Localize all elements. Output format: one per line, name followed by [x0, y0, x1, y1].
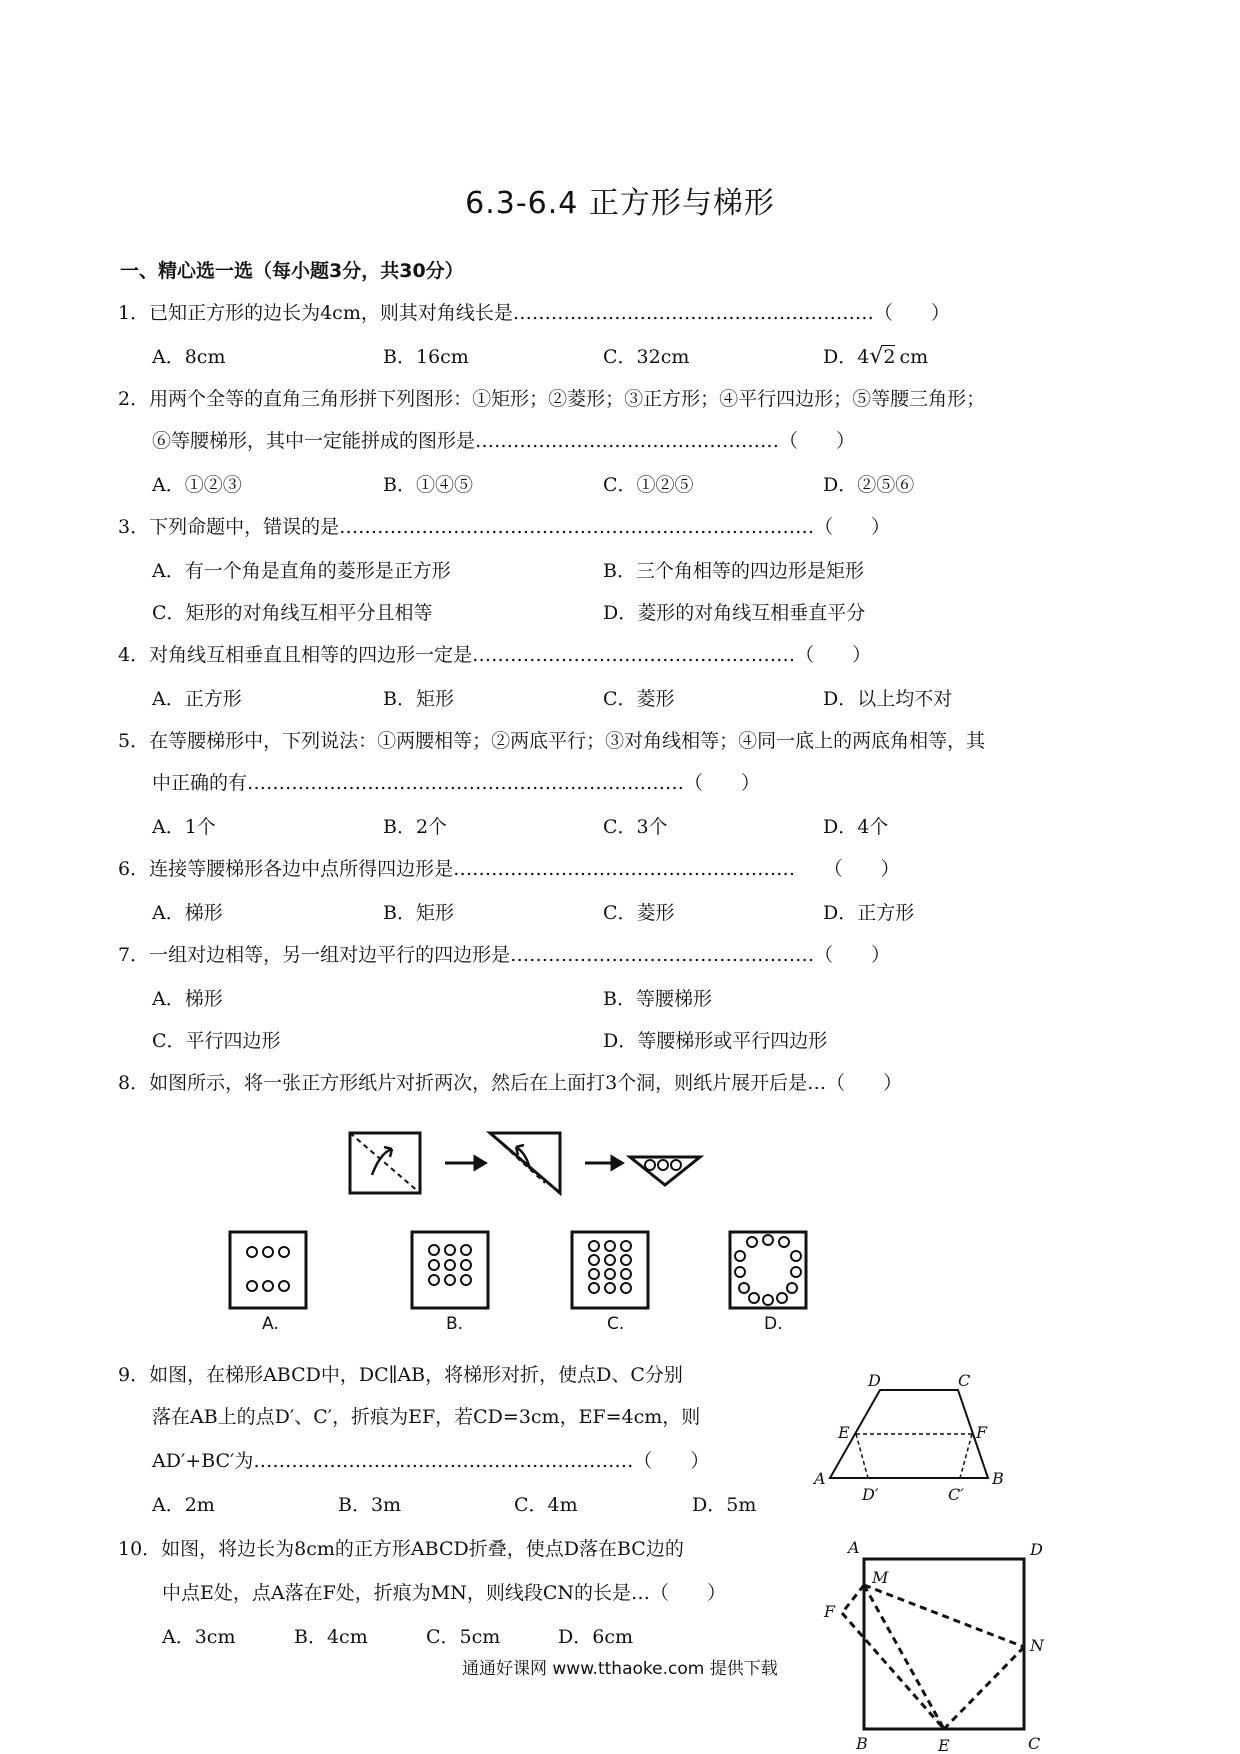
figure-label-c: C.: [607, 1314, 625, 1334]
question-3-option-b: B．三个角相等的四边形是矩形: [603, 560, 864, 582]
question-3-option-a: A．有一个角是直角的菱形是正方形: [152, 560, 451, 582]
point-label-a: A: [814, 1469, 826, 1488]
question-8-options-figure: [220, 1228, 820, 1310]
point-label-d: D: [868, 1372, 881, 1390]
question-7-option-a: A．梯形: [152, 988, 223, 1010]
point-label-c: C: [1028, 1734, 1041, 1753]
question-7-stem: 7．一组对边相等，另一组对边平行的四边形是…………………………………………（ ）: [118, 944, 891, 966]
footer-credit: 通通好课网 www.tthaoke.com 提供下载: [462, 1659, 778, 1679]
question-4-option-a: A．正方形: [152, 688, 242, 710]
question-10-option-d: D．6cm: [558, 1626, 633, 1648]
question-8-stem: 8．如图所示，将一张正方形纸片对折两次，然后在上面打3个洞，则纸片展开后是…（ ）: [118, 1072, 903, 1094]
figure-label-a: A.: [262, 1314, 279, 1334]
question-4-option-c: C．菱形: [603, 688, 675, 710]
point-label-e: E: [938, 1736, 950, 1754]
question-5-option-a: A．1个: [152, 816, 216, 838]
question-5-option-c: C．3个: [603, 816, 668, 838]
fold-diagonal: [350, 1133, 420, 1193]
arrow-head-2: [612, 1157, 622, 1169]
question-6-option-b: B．矩形: [383, 902, 454, 924]
question-1-option-a: A．8cm: [152, 346, 226, 368]
question-3-stem: 3．下列命题中，错误的是…………………………………………………………………（ ）: [118, 516, 891, 538]
question-9-option-d: D．5m: [692, 1494, 757, 1516]
figure-label-d: D.: [764, 1314, 783, 1334]
question-9-stem-line-3: AD′+BC′为……………………………………………………（ ）: [152, 1450, 710, 1472]
question-2-stem-line-1: 2．用两个全等的直角三角形拼下列图形：①矩形；②菱形；③正方形；④平行四边形；⑤等腰三角形；: [118, 388, 986, 410]
question-1-option-d: [823, 342, 928, 369]
fold-arrow-1: [372, 1147, 392, 1175]
folded-part: [960, 1434, 972, 1478]
folded-edge-me: [864, 1585, 944, 1729]
question-5-option-b: B．2个: [383, 816, 448, 838]
question-3-option-c: C．矩形的对角线互相平分且相等: [152, 602, 433, 624]
page-title: 6.3-6.4 正方形与梯形: [465, 186, 775, 221]
question-9-stem-line-2: 落在AB上的点D′、C′，折痕为EF，若CD=3cm，EF=4cm，则: [152, 1406, 701, 1428]
option-d-radicand: 2: [883, 346, 896, 368]
question-7-option-b: B．等腰梯形: [603, 988, 712, 1010]
sqrt-sign: √: [869, 344, 884, 369]
question-6-option-a: A．梯形: [152, 902, 223, 924]
folding-process-figure: [340, 1125, 710, 1205]
point-label-e: E: [838, 1423, 850, 1442]
point-label-b: B: [992, 1469, 1004, 1488]
point-label-n: N: [1030, 1636, 1044, 1655]
question-9-stem-line-1: 9．如图，在梯形ABCD中，DC∥AB，将梯形对折，使点D、C分别: [118, 1364, 683, 1386]
question-4-option-d: D．以上均不对: [823, 688, 953, 710]
crease-mn: [864, 1585, 1024, 1647]
question-6-option-c: C．菱形: [603, 902, 675, 924]
point-label-f: F: [824, 1602, 836, 1621]
question-6-stem: 6．连接等腰梯形各边中点所得四边形是……………………………………………… （ ）: [118, 858, 900, 880]
question-1-option-c: C．32cm: [603, 346, 690, 368]
figure-label-b: B.: [446, 1314, 464, 1334]
trapezoid-figure: [808, 1372, 1008, 1512]
folded-edge-fe: [842, 1613, 944, 1729]
option-d-unit: cm: [899, 346, 929, 368]
question-2-option-c: C．①②⑤: [603, 474, 694, 496]
question-9-option-c: C．4m: [514, 1494, 578, 1516]
question-6-option-d: D．正方形: [823, 902, 915, 924]
question-10-stem-line-1: 10．如图，将边长为8cm的正方形ABCD折叠，使点D落在BC边的: [118, 1538, 684, 1560]
section-heading: 一、精心选一选（每小题3分，共30分）: [120, 260, 464, 282]
arrow-head-1: [475, 1157, 485, 1169]
question-3-option-d: D．菱形的对角线互相垂直平分: [603, 602, 866, 624]
question-10-stem-line-2: 中点E处，点A落在F处，折痕为MN，则线段CN的长是…（ ）: [162, 1582, 727, 1604]
question-1-stem: 1．已知正方形的边长为4cm，则其对角线长是…………………………………………………（ ）: [118, 302, 950, 324]
point-label-c-prime: C′: [948, 1485, 964, 1504]
fold-line-2: [490, 1133, 545, 1183]
point-label-f: F: [976, 1423, 988, 1442]
point-label-c: C: [958, 1372, 971, 1390]
question-2-stem-line-2: ⑥等腰梯形，其中一定能拼成的图形是…………………………………………（ ）: [152, 430, 856, 452]
question-9-option-b: B．3m: [338, 1494, 402, 1516]
hole: [645, 1160, 655, 1170]
point-label-d-prime: D′: [862, 1485, 879, 1504]
option-d-square: [730, 1232, 806, 1308]
point-label-m: M: [872, 1568, 889, 1587]
point-label-b: B: [856, 1734, 868, 1753]
folded-part: [856, 1434, 868, 1478]
hole: [671, 1160, 681, 1170]
question-5-stem-line-2: 中正确的有……………………………………………………………（ ）: [152, 772, 761, 794]
question-10-option-c: C．5cm: [426, 1626, 501, 1648]
question-2-option-b: B．①④⑤: [383, 474, 473, 496]
question-5-stem-line-1: 5．在等腰梯形中，下列说法：①两腰相等；②两底平行；③对角线相等；④同一底上的两底角相等，其: [118, 730, 986, 752]
question-1-option-b: B．16cm: [383, 346, 469, 368]
folded-edge-ne: [944, 1647, 1024, 1729]
question-2-option-d: D．②⑤⑥: [823, 474, 915, 496]
hole: [658, 1160, 668, 1170]
question-10-option-a: A．3cm: [162, 1626, 236, 1648]
question-4-option-b: B．矩形: [383, 688, 454, 710]
point-label-a: A: [848, 1538, 860, 1557]
square-folding-figure: [820, 1535, 1060, 1754]
option-a-square: [230, 1232, 306, 1308]
question-5-option-d: D．4个: [823, 816, 889, 838]
question-7-option-c: C．平行四边形: [152, 1030, 281, 1052]
question-4-stem: 4．对角线互相垂直且相等的四边形一定是……………………………………………（ ）: [118, 644, 872, 666]
question-7-option-d: D．等腰梯形或平行四边形: [603, 1030, 828, 1052]
option-d-coefficient: D．4: [823, 346, 870, 368]
point-label-d: D: [1030, 1540, 1043, 1559]
question-9-option-a: A．2m: [152, 1494, 215, 1516]
folded-edge-mf: [842, 1585, 864, 1613]
question-10-option-b: B．4cm: [294, 1626, 368, 1648]
question-2-option-a: A．①②③: [152, 474, 242, 496]
